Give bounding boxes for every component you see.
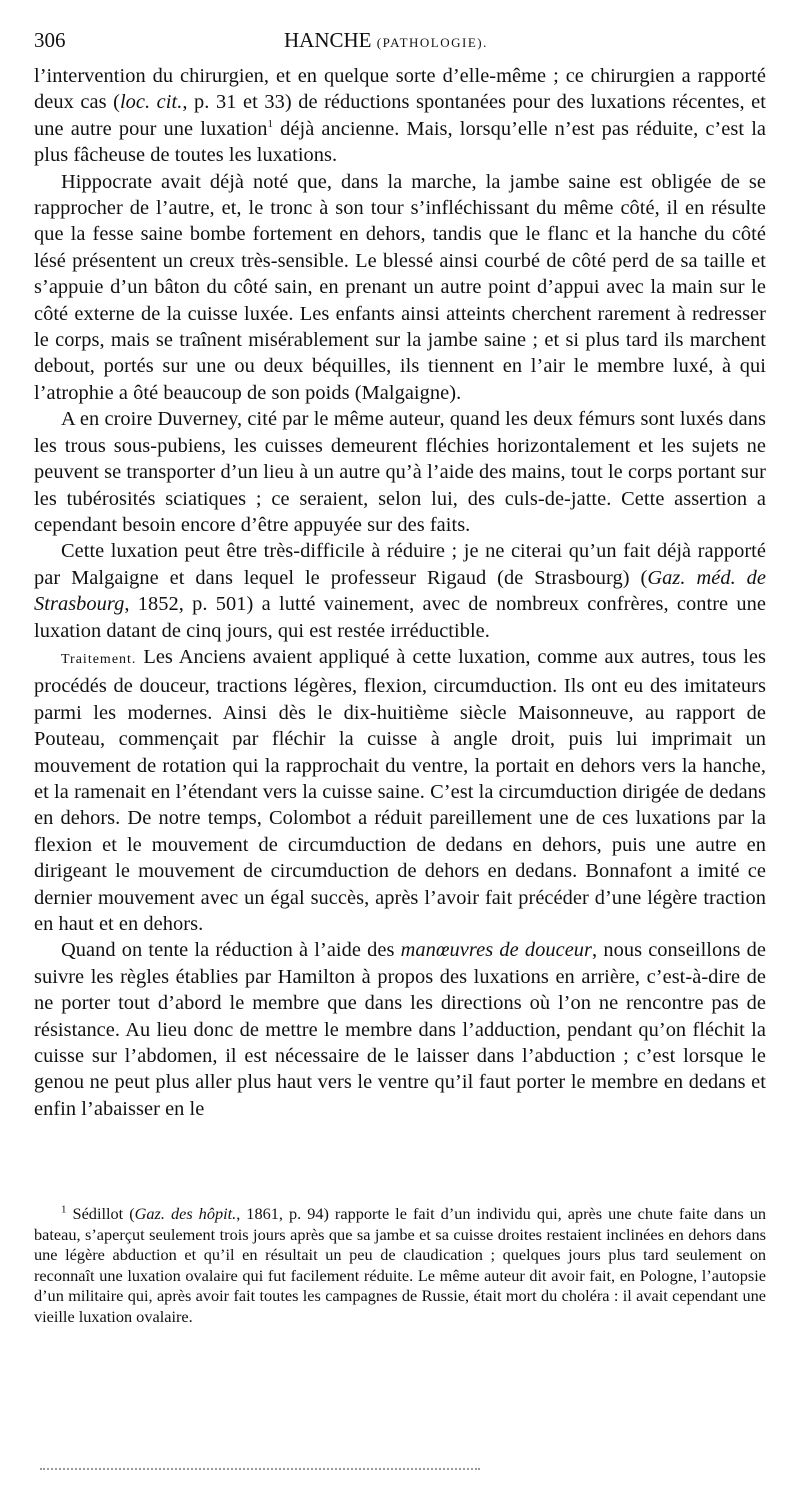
page-number: 306 xyxy=(34,28,66,52)
paragraph-5-text: Les Anciens avaient appliqué à cette luxation, comme aux autres, tous les procédés de douceur, tractions légères, flexion, circumduction. Ils ont eu des imitateurs parmi les modernes. Ainsi dès le dix-huitième siècle Maisonneuve, au rapport de Pouteau, commençait par fléchir la cuisse à angle droit, puis lui imprimait un mouvement de rotation qui la rapprochait du ventre, la portait en dehors vers la hanche, et la ramenait en l’étendant vers la cuisse saine. C’est la circumduction dirigée de dedans en dehors. De notre temps, Colombot a réduit pareillement une de ces luxations par la flexion et le mouvement de circumduction de dedans en dehors, puis une autre en dirigeant le mouvement de circumduction de dehors en dedans. Bonnafont a imité ce dernier mouvement avec un égal succès, après l’avoir fait précéder d’une légère traction en haut et en dehors. xyxy=(34,645,766,935)
paragraph-4-text-a: Cette luxation peut être très-difficile à réduire ; je ne citerai qu’un fait déjà rapporté par Malgaigne et dans lequel le professeur Rigaud (de Strasbourg) ( xyxy=(34,540,766,589)
emphasis-manoeuvres: manœuvres de douceur xyxy=(400,939,593,962)
paragraph-4-text-b: , 1852, p. 501) a lutté vainement, avec de nombreux confrères, contre une luxation datant de cinq jours, qui est restée irréductible. xyxy=(34,593,766,642)
paragraph-6 xyxy=(34,937,766,1122)
paragraph-3: A en croire Duverney, cité par le même auteur, quand les deux fémurs sont luxés dans les trous sous-pubiens, les cuisses demeurent fléchies horizontalement et les sujets ne peuvent se transporter d’un lieu à un autre qu’à l’aide des mains, tout le corps portant sur les tubérosités sciatiques ; ce seraient, selon lui, des culs-de-jatte. Cette assertion a cependant besoin encore d’être appuyée sur des faits. xyxy=(34,408,766,536)
footnote-text-b: , 1861, p. 94) rapporte le fait d’un individu qui, après une chute faite dans un bateau, s’aperçut seulement trois jours après que sa jambe et sa cuisse droites restaient inclinées en dehors dans une légère abduction et qu’il en résultait un peu de claudication ; quelques jours plus tard seulement on reconnaît une luxation ovalaire qui fut facilement réduite. Le même auteur dit avoir fait, en Pologne, l’autopsie d’un militaire qui, après avoir fait toutes les campagnes de Russie, était mort du choléra : il avait cependant une vieille luxation ovalaire. xyxy=(34,1204,767,1326)
running-title-subtitle: (PATHOLOGIE). xyxy=(376,35,488,50)
footnote-mark: 1 xyxy=(61,1203,67,1216)
paragraph-6-text-b: , nous conseillons de suivre les règles établies par Hamilton à propos des luxations en arrière, c’est-à-dire de ne porter tout d’abord le membre que dans les directions où l’on ne rencontre pas de résistance. Au lieu donc de mettre le membre dans l’adduction, pendant qu’on fléchit la cuisse sur l’abdomen, il est nécessaire de le laisser dans l’abduction ; c’est lorsque le genou ne peut plus aller plus haut vers le ventre qu’il faut porter le membre en dedans et enfin l’abaisser en le xyxy=(34,939,767,1120)
paragraph-6-text-a: Quand on tente la réduction à l’aide des xyxy=(61,939,401,962)
running-title-main: HANCHE xyxy=(284,28,372,52)
paragraph-1 xyxy=(34,63,766,169)
footnote-reference: 1 xyxy=(267,118,274,131)
footnote-text-a: Sédillot ( xyxy=(66,1204,135,1223)
paragraph-2: Hippocrate avait déjà noté que, dans la marche, la jambe saine est obligée de se rapprocher de l’autre, et, le tronc à son tour s’infléchissant du même côté, il en résulte que la fesse saine bombe fortement en dehors, tandis que le flanc et la hanche du côté lésé présentent un creux très-sensible. Le blessé ainsi courbé de côté perd de sa taille et s’appuie d’un bâton du côté sain, en prenant un autre point d’appui avec la main sur le côté externe de la cuisse luxée. Les enfants ainsi atteints cherchent rarement à redresser le corps, mais se traînent misérablement sur la jambe saine ; et si plus tard ils marchent debout, portés sur une ou deux béquilles, ils tiennent en l’air le membre luxé, à qui l’atrophie a ôté beaucoup de son poids (Malgaigne). xyxy=(34,170,766,404)
citation-loc-cit: loc. cit. xyxy=(119,91,183,114)
running-title xyxy=(284,28,488,53)
body-text xyxy=(34,63,766,1122)
footnote xyxy=(34,1204,766,1327)
running-header xyxy=(34,28,764,56)
paragraph-1-text-c: déjà ancienne. Mais, lorsqu’elle n’est pas réduite, c’est la plus fâcheuse de toutes les luxations. xyxy=(34,117,767,167)
section-label-traitement: Traitement. xyxy=(61,651,137,667)
paragraph-5 xyxy=(34,644,766,937)
footnote-paragraph xyxy=(34,1204,766,1327)
footnote-journal: Gaz. des hôpit. xyxy=(134,1204,237,1223)
paragraph-1-text-b: , p. 31 et 33) de réductions spontanées pour des luxations récentes, et une autre pour une luxation xyxy=(34,91,766,140)
journal-title: Gaz. méd. de Strasbourg xyxy=(34,566,766,616)
bottom-dotted-rule xyxy=(40,1468,480,1470)
paragraph-4 xyxy=(34,538,766,644)
paragraph-1-text-a: l’intervention du chirurgien, et en quelque sorte d’elle-même ; ce chirurgien a rapporté deux cas ( xyxy=(34,65,766,114)
